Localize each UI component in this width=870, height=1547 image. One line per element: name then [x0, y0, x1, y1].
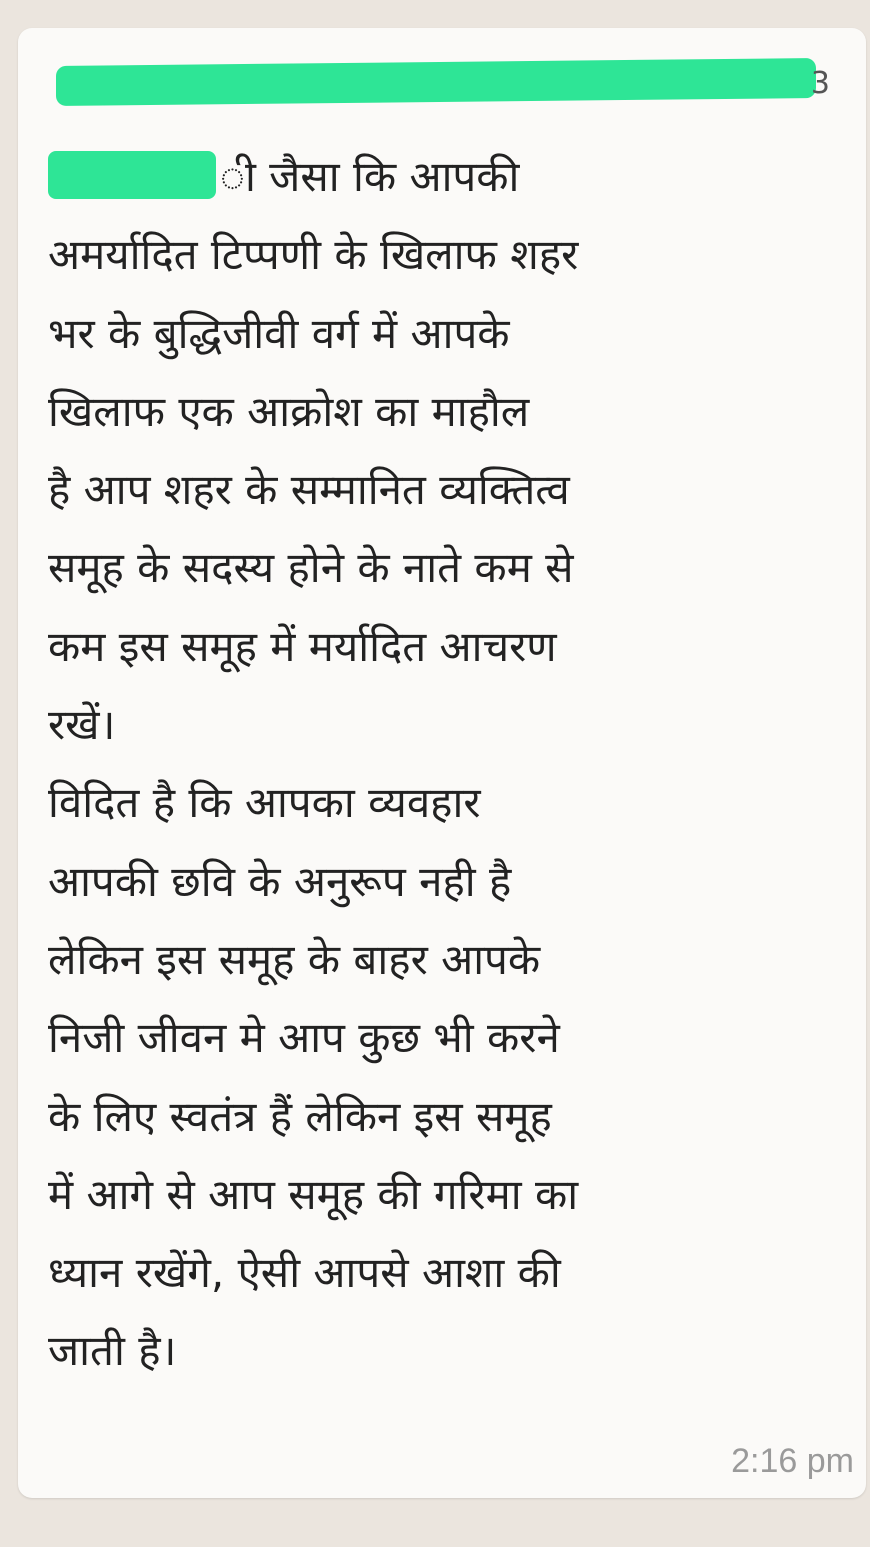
message-line: कम इस समूह में मर्यादित आचरण — [48, 621, 557, 671]
message-line: भर के बुद्धिजीवी वर्ग में आपके — [48, 308, 510, 358]
message-timestamp: 2:16 pm — [731, 1442, 854, 1480]
redacted-sender-name — [56, 58, 816, 106]
sender-name-tail: 3 — [810, 66, 830, 101]
message-line-1-text: ी जैसा कि आपकी — [220, 152, 520, 201]
message-line: रखें। — [48, 700, 116, 750]
message-line: है आप शहर के सम्मानित व्यक्तित्व — [48, 465, 570, 515]
message-line: विदित है कि आपका व्यवहार — [48, 778, 481, 828]
message-line: लेकिन इस समूह के बाहर आपके — [48, 934, 541, 984]
message-line: समूह के सदस्य होने के नाते कम से — [48, 543, 574, 593]
message-text — [48, 138, 848, 1391]
message-line: ध्यान रखेंगे, ऐसी आपसे आशा की — [48, 1248, 561, 1298]
message-line: निजी जीवन मे आप कुछ भी करने — [48, 1013, 560, 1063]
message-line: खिलाफ एक आक्रोश का माहौल — [48, 386, 530, 436]
message-line: अमर्यादित टिप्पणी के खिलाफ शहर — [48, 230, 579, 280]
message-line: में आगे से आप समूह की गरिमा का — [48, 1169, 579, 1219]
sender-header — [40, 62, 830, 104]
message-line: जाती है। — [48, 1326, 177, 1376]
message-line-1 — [48, 138, 848, 216]
message-line: आपकी छवि के अनुरूप नही है — [48, 856, 512, 906]
redacted-recipient-name — [48, 151, 216, 199]
message-line: के लिए स्वतंत्र हैं लेकिन इस समूह — [48, 1091, 552, 1141]
